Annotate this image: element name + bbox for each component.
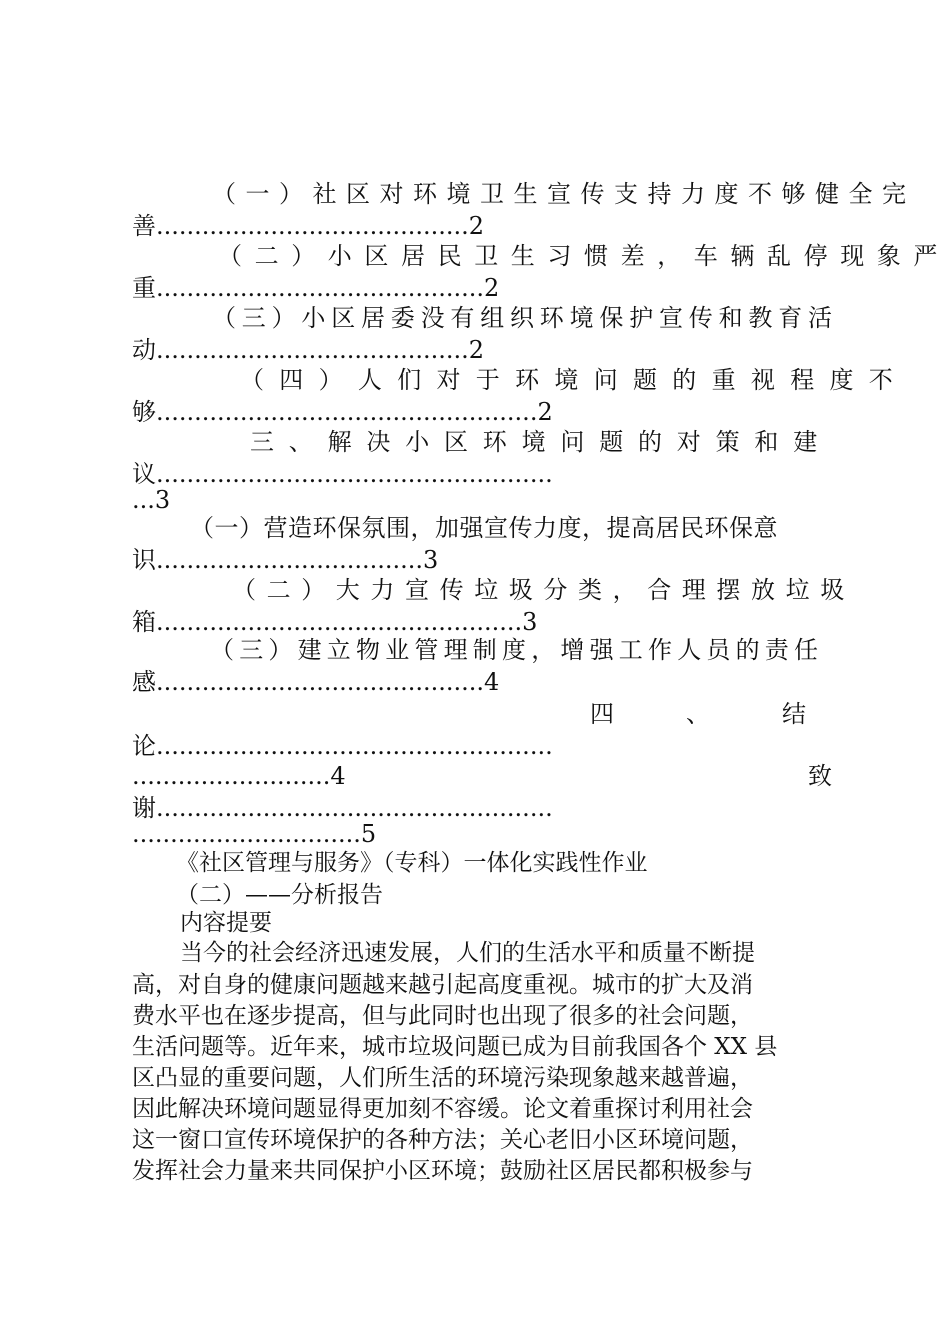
toc-entry-3-2-leader: 箱................................................3 — [132, 608, 538, 636]
toc-entry-2-title: （二）小区居民卫生习惯差，车辆乱停现象严 — [218, 242, 950, 270]
toc-entry-3-leader: 动.........................................2 — [132, 336, 485, 364]
report-subtitle: （二）——分析报告 — [176, 882, 383, 908]
toc-entry-3-2-title: （二）大力宣传垃圾分类，合理摆放垃圾 — [232, 576, 855, 604]
abstract-line-5: 区凸显的重要问题，人们所生活的环境污染现象越来越普遍， — [132, 1065, 753, 1091]
report-title: 《社区管理与服务》（专科）一体化实践性作业 — [176, 850, 648, 876]
toc-section-3-leader: 议.................................................... — [132, 460, 553, 488]
toc-entry-3-3-title: （三）建立物业管理制度，增强工作人员的责任 — [210, 636, 824, 664]
toc-entry-1-title: （一）社区对环境卫生宣传支持力度不够健全完 — [212, 180, 916, 208]
abstract-line-8: 发挥社会力量来共同保护小区环境；鼓励社区居民都积极参与 — [132, 1158, 753, 1184]
toc-section-3-page: ...3 — [132, 486, 171, 514]
abstract-line-1: 当今的社会经济迅速发展，人们的生活水平和质量不断提 — [180, 940, 755, 966]
toc-section-4-title: 四、结 — [590, 700, 878, 728]
toc-entry-4-leader: 够..................................................2 — [132, 398, 553, 426]
toc-entry-3-1-leader: 识...................................3 — [132, 546, 439, 574]
toc-entry-2-leader: 重...........................................2 — [132, 274, 500, 302]
toc-section-4-row — [132, 760, 832, 792]
toc-entry-4-title: （四）人们对于环境问题的重视程度不 — [240, 366, 909, 394]
abstract-label: 内容提要 — [180, 910, 272, 936]
abstract-line-7: 这一窗口宣传环境保护的各种方法；关心老旧小区环境问题， — [132, 1127, 753, 1153]
abstract-line-2: 高，对自身的健康问题越来越引起高度重视。城市的扩大及消 — [132, 972, 753, 998]
toc-ack-page: ..............................5 — [132, 820, 377, 848]
abstract-line-3: 费水平也在逐步提高，但与此同时也出现了很多的社会问题， — [132, 1003, 753, 1029]
toc-section-3-title: 三、解决小区环境问题的对策和建 — [250, 428, 832, 456]
toc-section-4-leader: 论.................................................... — [132, 732, 553, 760]
abstract-line-6: 因此解决环境问题显得更加刻不容缓。论文着重探讨利用社会 — [132, 1096, 753, 1122]
toc-ack-leader: 谢.................................................... — [132, 794, 553, 822]
toc-entry-1-leader: 善.........................................2 — [132, 212, 485, 240]
abstract-line-4: 生活问题等。近年来，城市垃圾问题已成为目前我国各个 XX 县 — [132, 1034, 778, 1060]
toc-section-4-page: ..........................4 — [132, 762, 346, 790]
toc-ack-title-start: 致 — [808, 762, 832, 790]
toc-entry-3-title: （三）小区居委没有组织环境保护宣传和教育活 — [212, 304, 838, 332]
toc-entry-3-1-title: （一）营造环保氛围，加强宣传力度，提高居民环保意 — [190, 514, 778, 542]
toc-entry-3-3-leader: 感...........................................4 — [132, 668, 500, 696]
